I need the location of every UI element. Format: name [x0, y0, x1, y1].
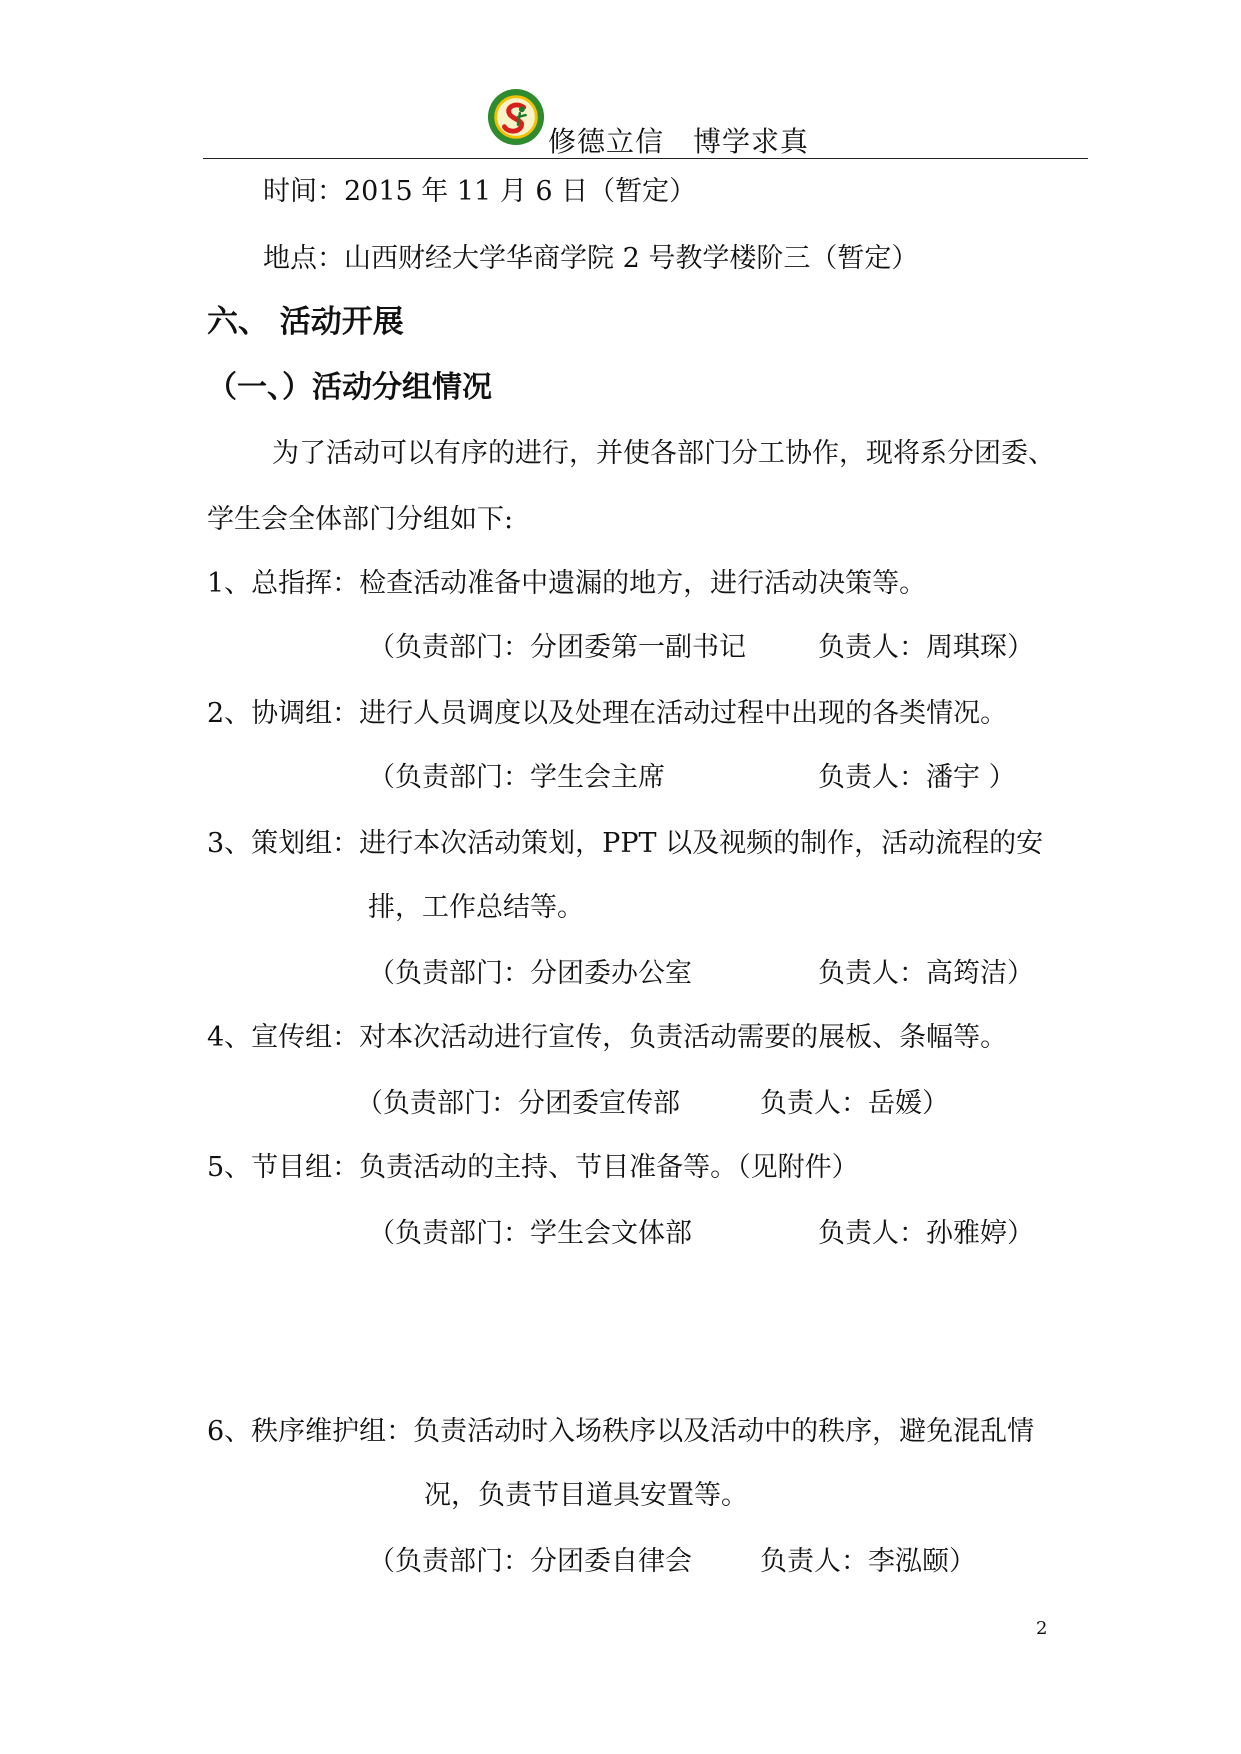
header-divider	[203, 158, 1088, 159]
group-2-person: 负责人：潘宇 ）	[818, 762, 1016, 793]
group-3-line-2: 排，工作总结等。	[368, 892, 584, 923]
group-3-line: 3、策划组：进行本次活动策划，PPT 以及视频的制作，活动流程的安	[207, 828, 1044, 859]
group-5-person: 负责人：孙雅婷）	[818, 1218, 1034, 1249]
intro-paragraph-line-1: 为了活动可以有序的进行，并使各部门分工协作，现将系分团委、	[272, 438, 1055, 469]
group-6-line-2: 况，负责节目道具安置等。	[424, 1480, 748, 1511]
group-1-person: 负责人：周琪琛）	[818, 632, 1034, 663]
intro-paragraph-line-2: 学生会全体部门分组如下:	[207, 504, 514, 535]
group-6-dept: （负责部门：分团委自律会	[368, 1546, 692, 1577]
group-4-dept: （负责部门：分团委宣传部	[356, 1088, 680, 1119]
group-2-dept: （负责部门：学生会主席	[368, 762, 665, 793]
group-5-dept: （负责部门：学生会文体部	[368, 1218, 692, 1249]
group-2-line: 2、协调组：进行人员调度以及处理在活动过程中出现的各类情况。	[207, 698, 1008, 729]
group-6-line: 6、秩序维护组：负责活动时入场秩序以及活动中的秩序，避免混乱情	[207, 1416, 1035, 1447]
group-6-person: 负责人：李泓颐）	[760, 1546, 976, 1577]
group-3-person: 负责人：高筠洁）	[818, 958, 1034, 989]
group-1-line: 1、总指挥：检查活动准备中遗漏的地方，进行活动决策等。	[207, 568, 927, 599]
group-4-line: 4、宣传组：对本次活动进行宣传，负责活动需要的展板、条幅等。	[207, 1022, 1008, 1053]
group-4-person: 负责人：岳媛）	[760, 1088, 949, 1119]
place-line: 地点：山西财经大学华商学院 2 号教学楼阶三（暂定）	[263, 243, 919, 274]
group-1-dept: （负责部门：分团委第一副书记	[368, 632, 746, 663]
group-5-line: 5、节目组：负责活动的主持、节目准备等。（见附件）	[207, 1152, 859, 1183]
group-3-dept: （负责部门：分团委办公室	[368, 958, 692, 989]
page-number: 2	[1036, 1618, 1048, 1639]
section-subtitle: （一、）活动分组情况	[207, 370, 492, 405]
page-header	[0, 0, 1241, 160]
header-motto: 修德立信 博学求真	[548, 125, 810, 158]
section-title: 六、 活动开展	[207, 304, 404, 340]
school-logo-icon	[487, 88, 545, 146]
time-line: 时间：2015 年 11 月 6 日（暂定）	[263, 176, 697, 207]
